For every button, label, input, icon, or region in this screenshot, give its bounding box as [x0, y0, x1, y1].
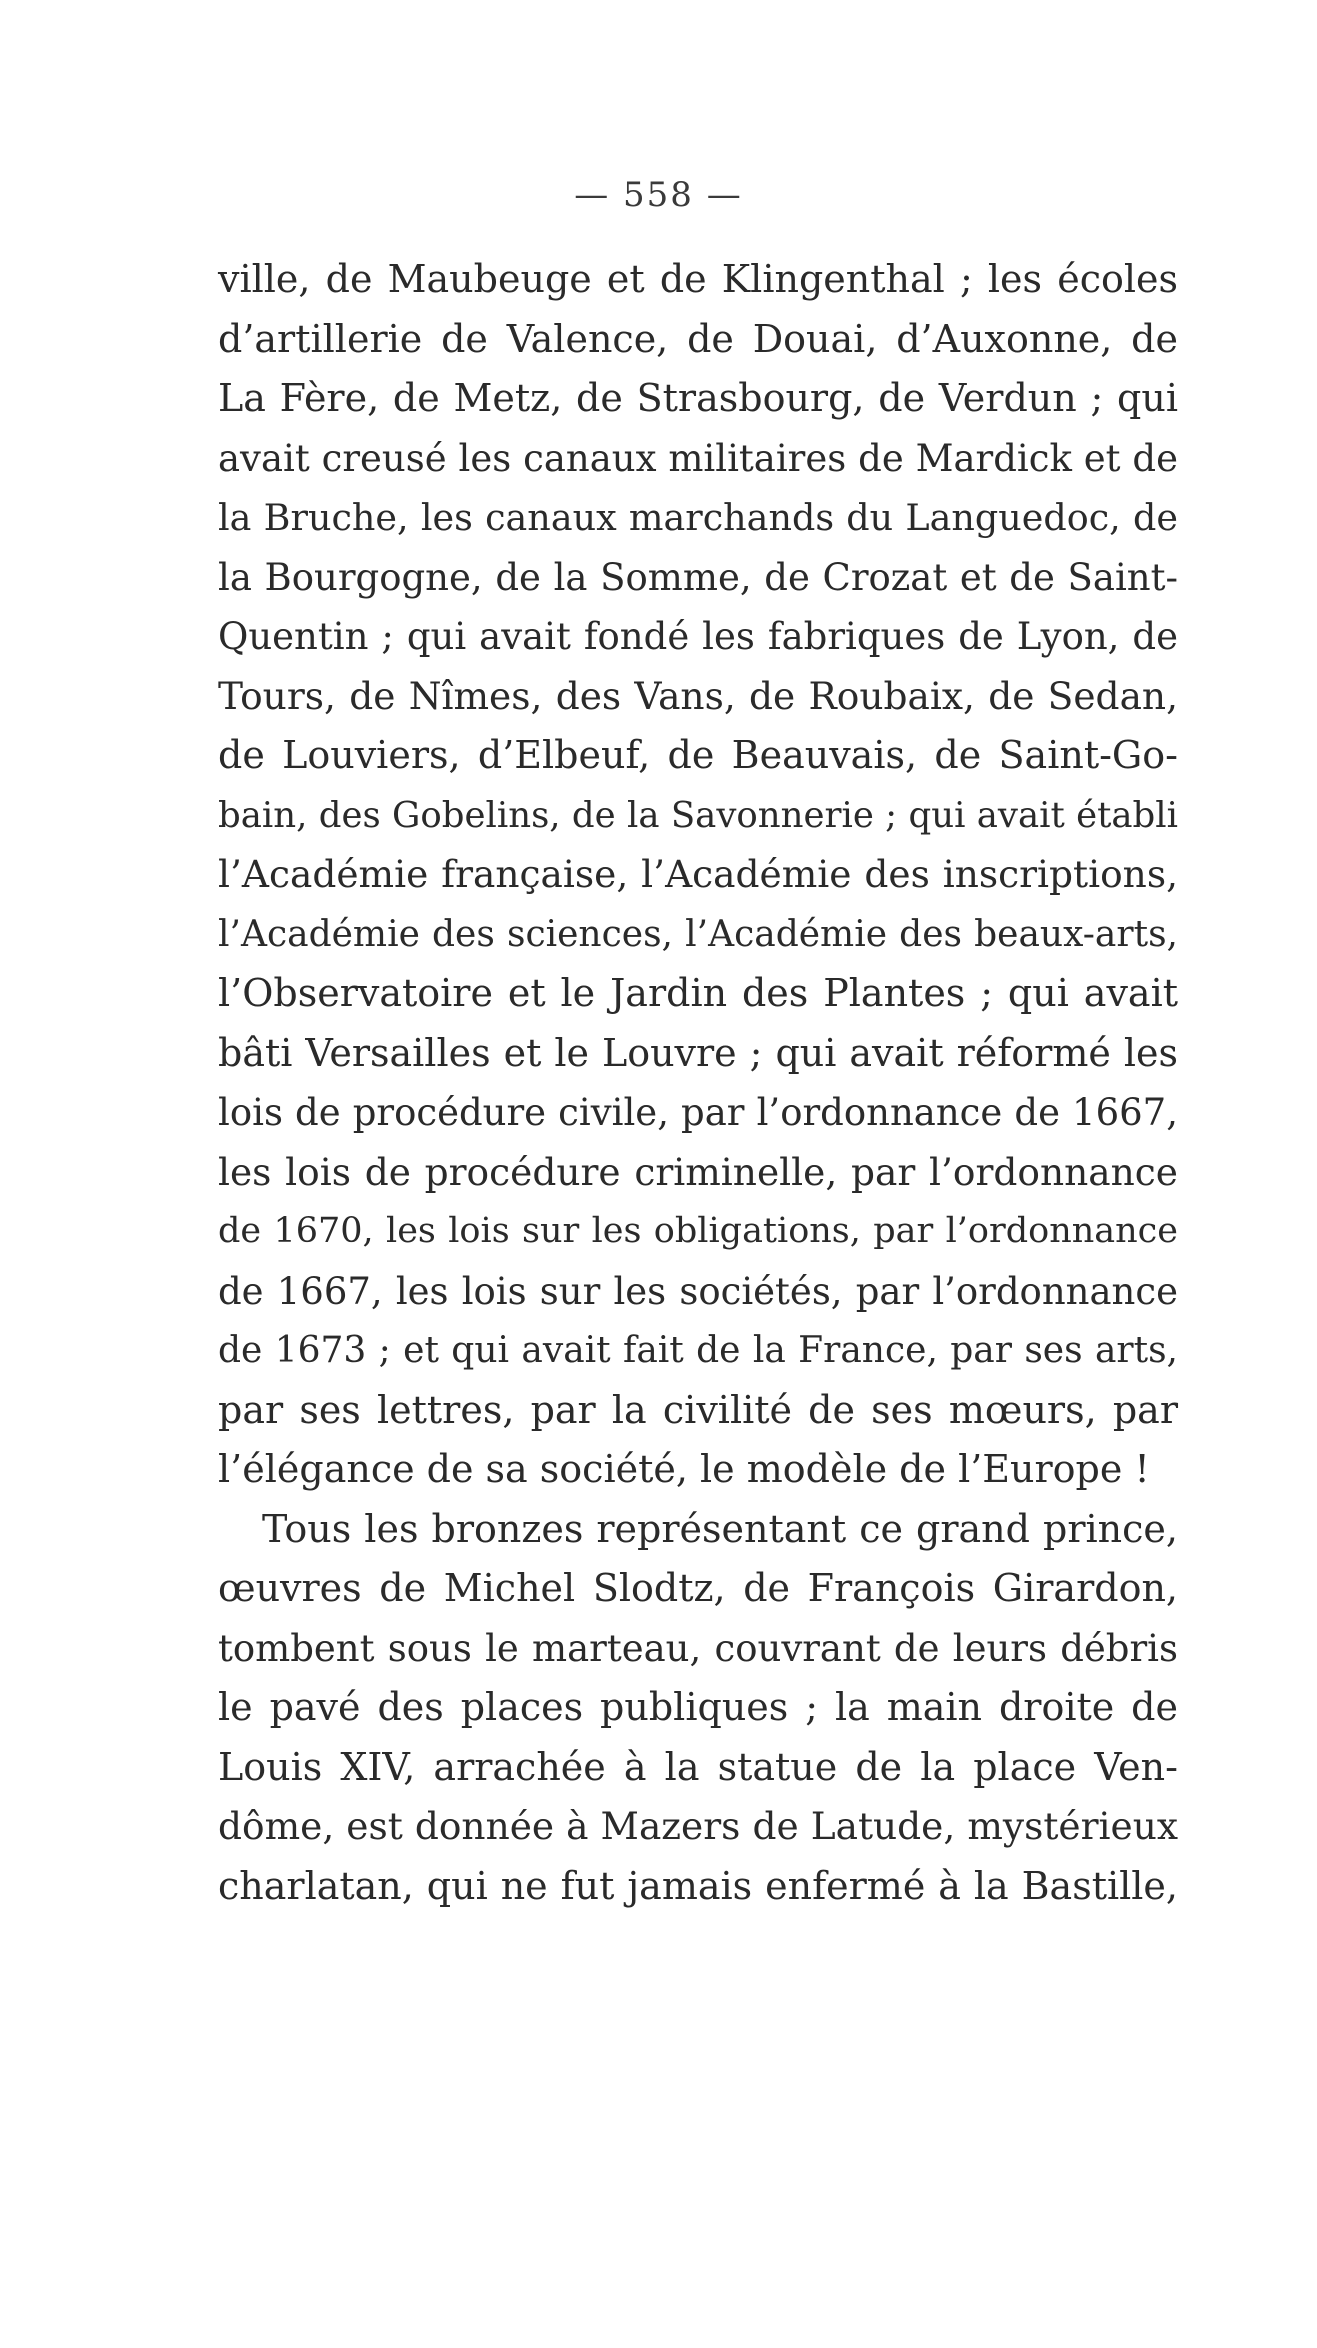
text-line: Quentin ; qui avait fondé les fabriques de Lyon, de [218, 615, 1178, 658]
text-line: de Louviers, d’Elbeuf, de Beauvais, de Saint-Go- [218, 733, 1178, 777]
text-line: la Bourgogne, de la Somme, de Crozat et de Saint- [218, 555, 1178, 599]
text-line: de 1667, les lois sur les sociétés, par l’ordonnance [218, 1269, 1178, 1313]
text-line: charlatan, qui ne fut jamais enfermé à la Bastille, [218, 1863, 1178, 1908]
text-line: l’Observatoire et le Jardin des Plantes ; qui avait [218, 971, 1178, 1015]
text-line: ville, de Maubeuge et de Klingenthal ; les écoles [218, 257, 1178, 301]
text-line: de 1673 ; et qui avait fait de la France, par ses arts, [218, 1330, 1178, 1371]
text-line: œuvres de Michel Slodtz, de François Girardon, [218, 1566, 1178, 1610]
text-line: d’artillerie de Valence, de Douai, d’Auxonne, de [218, 316, 1178, 361]
text-line: de 1670, les lois sur les obligations, par l’ordonnance [218, 1211, 1178, 1251]
text-line: La Fère, de Metz, de Strasbourg, de Verdun ; qui [218, 376, 1178, 420]
text-line: les lois de procédure criminelle, par l’ordonnance [218, 1149, 1178, 1194]
body-text [218, 250, 1178, 1916]
text-line: dôme, est donnée à Mazers de Latude, mystérieux [218, 1804, 1178, 1848]
text-line: l’Académie française, l’Académie des inscriptions, [218, 852, 1178, 896]
text-line: avait creusé les canaux militaires de Mardick et de [218, 436, 1178, 480]
text-line: tombent sous le marteau, couvrant de leurs débris [218, 1626, 1178, 1670]
text-line: l’Académie des sciences, l’Académie des beaux-arts, [218, 913, 1178, 955]
text-line: la Bruche, les canaux marchands du Languedoc, de [218, 496, 1178, 539]
text-line: Louis XIV, arrachée à la statue de la place Ven- [218, 1744, 1178, 1789]
paragraph-end-line: l’élégance de sa société, le modèle de l’Europe ! [218, 1447, 1150, 1491]
text-line: le pavé des places publiques ; la main droite de [218, 1685, 1178, 1729]
text-line: bain, des Gobelins, de la Savonnerie ; qui avait établi [218, 794, 1178, 836]
page-number: — 558 — [574, 175, 743, 215]
text-line: par ses lettres, par la civilité de ses mœurs, par [218, 1387, 1178, 1432]
text-line: bâti Versailles et le Louvre ; qui avait réformé les [218, 1030, 1178, 1075]
text-line: Tours, de Nîmes, des Vans, de Roubaix, de Sedan, [218, 673, 1178, 718]
text-line: lois de procédure civile, par l’ordonnance de 1667, [218, 1091, 1178, 1134]
paragraph-start-line: Tous les bronzes représentant ce grand prince, [262, 1506, 1178, 1551]
